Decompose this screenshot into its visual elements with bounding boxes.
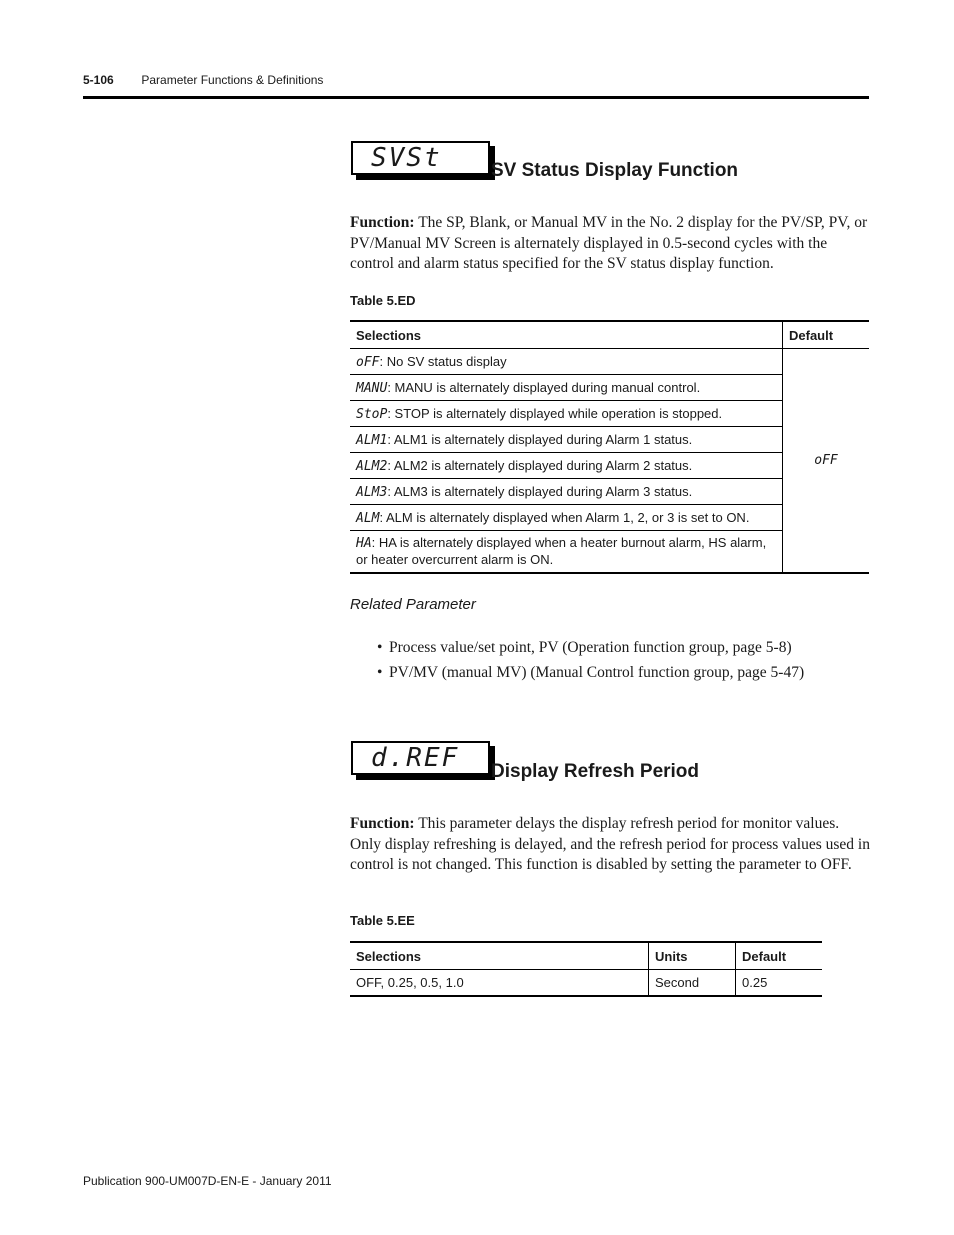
dref-parameter-badge: d.REF <box>351 741 490 775</box>
selection-text: : STOP is alternately displayed while operation is stopped. <box>387 405 723 421</box>
selection-code: ALM3 <box>356 484 388 500</box>
selection-text: : ALM is alternately displayed when Alarm 1, 2, or 3 is set to ON. <box>379 509 750 525</box>
selection-text: : ALM3 is alternately displayed during Alarm 3 status. <box>387 483 693 499</box>
table-row <box>350 349 869 375</box>
section-title-sv-status: SV Status Display Function <box>491 160 739 181</box>
table-row <box>350 970 822 996</box>
header-section-title: Parameter Functions & Definitions <box>141 73 324 87</box>
related-parameter-list <box>378 637 804 687</box>
related-parameter-label: Related Parameter <box>350 596 476 613</box>
selection-code: StoP <box>356 406 388 422</box>
units-cell: Second <box>649 970 736 996</box>
selection-code: oFF <box>356 354 380 370</box>
page-number: 5-106 <box>83 73 114 87</box>
selection-cell <box>350 427 783 453</box>
selection-code: MANU <box>356 380 388 396</box>
selection-cell <box>350 479 783 505</box>
selection-text: : MANU is alternately displayed during manual control. <box>387 379 701 395</box>
selection-cell <box>350 375 783 401</box>
table-header-row <box>350 942 822 970</box>
default-cell <box>783 349 870 573</box>
selection-text: : ALM2 is alternately displayed during Alarm 2 status. <box>387 457 693 473</box>
table-5ed <box>350 320 869 574</box>
selection-text: : No SV status display <box>379 353 507 369</box>
selection-cell <box>350 401 783 427</box>
function-text: The SP, Blank, or Manual MV in the No. 2 display for the PV/SP, PV, or PV/Manual MV Screen is alternately displayed in 0.5-second cycles with the control and alarm status specified for the SV status display function. <box>350 214 868 272</box>
selection-code: ALM <box>356 510 380 526</box>
header-default: Default <box>736 942 823 970</box>
page-footer: Publication 900-UM007D-EN-E - January 2011 <box>83 1174 332 1188</box>
table-5ee <box>350 941 822 997</box>
table-header-row <box>350 321 869 349</box>
selections-cell: OFF, 0.25, 0.5, 1.0 <box>350 970 649 996</box>
svst-parameter-badge: SVSt <box>351 141 490 175</box>
selection-cell <box>350 505 783 531</box>
sv-status-function-paragraph <box>350 213 870 275</box>
header-default: Default <box>783 321 870 349</box>
header-selections: Selections <box>350 942 649 970</box>
default-value: oFF <box>814 453 838 469</box>
table-caption-5ed: Table 5.ED <box>350 293 416 308</box>
list-item: • PV/MV (manual MV) (Manual Control function group, page 5-47) <box>378 662 804 687</box>
selection-code: ALM2 <box>356 458 388 474</box>
function-label: Function: <box>350 214 415 231</box>
page-header <box>83 73 869 87</box>
display-refresh-function-paragraph <box>350 814 870 876</box>
list-item: • Process value/set point, PV (Operation function group, page 5-8) <box>378 637 804 662</box>
default-cell: 0.25 <box>736 970 823 996</box>
selection-cell <box>350 349 783 375</box>
selection-code: HA <box>356 535 372 551</box>
selection-text: : HA is alternately displayed when a heater burnout alarm, HS alarm, or heater overcurrent alarm is ON. <box>356 534 767 567</box>
header-units: Units <box>649 942 736 970</box>
function-label: Function: <box>350 815 415 832</box>
header-selections: Selections <box>350 321 783 349</box>
selection-text: : ALM1 is alternately displayed during Alarm 1 status. <box>387 431 693 447</box>
function-text: This parameter delays the display refresh period for monitor values. Only display refreshing is delayed, and the refresh period for process values used in control is not changed. This function is disabled by setting the parameter to OFF. <box>350 815 870 873</box>
table-caption-5ee: Table 5.EE <box>350 913 415 928</box>
selection-cell <box>350 531 783 573</box>
selection-code: ALM1 <box>356 432 388 448</box>
section-title-display-refresh: Display Refresh Period <box>491 761 700 782</box>
selection-cell <box>350 453 783 479</box>
header-rule <box>83 96 869 99</box>
